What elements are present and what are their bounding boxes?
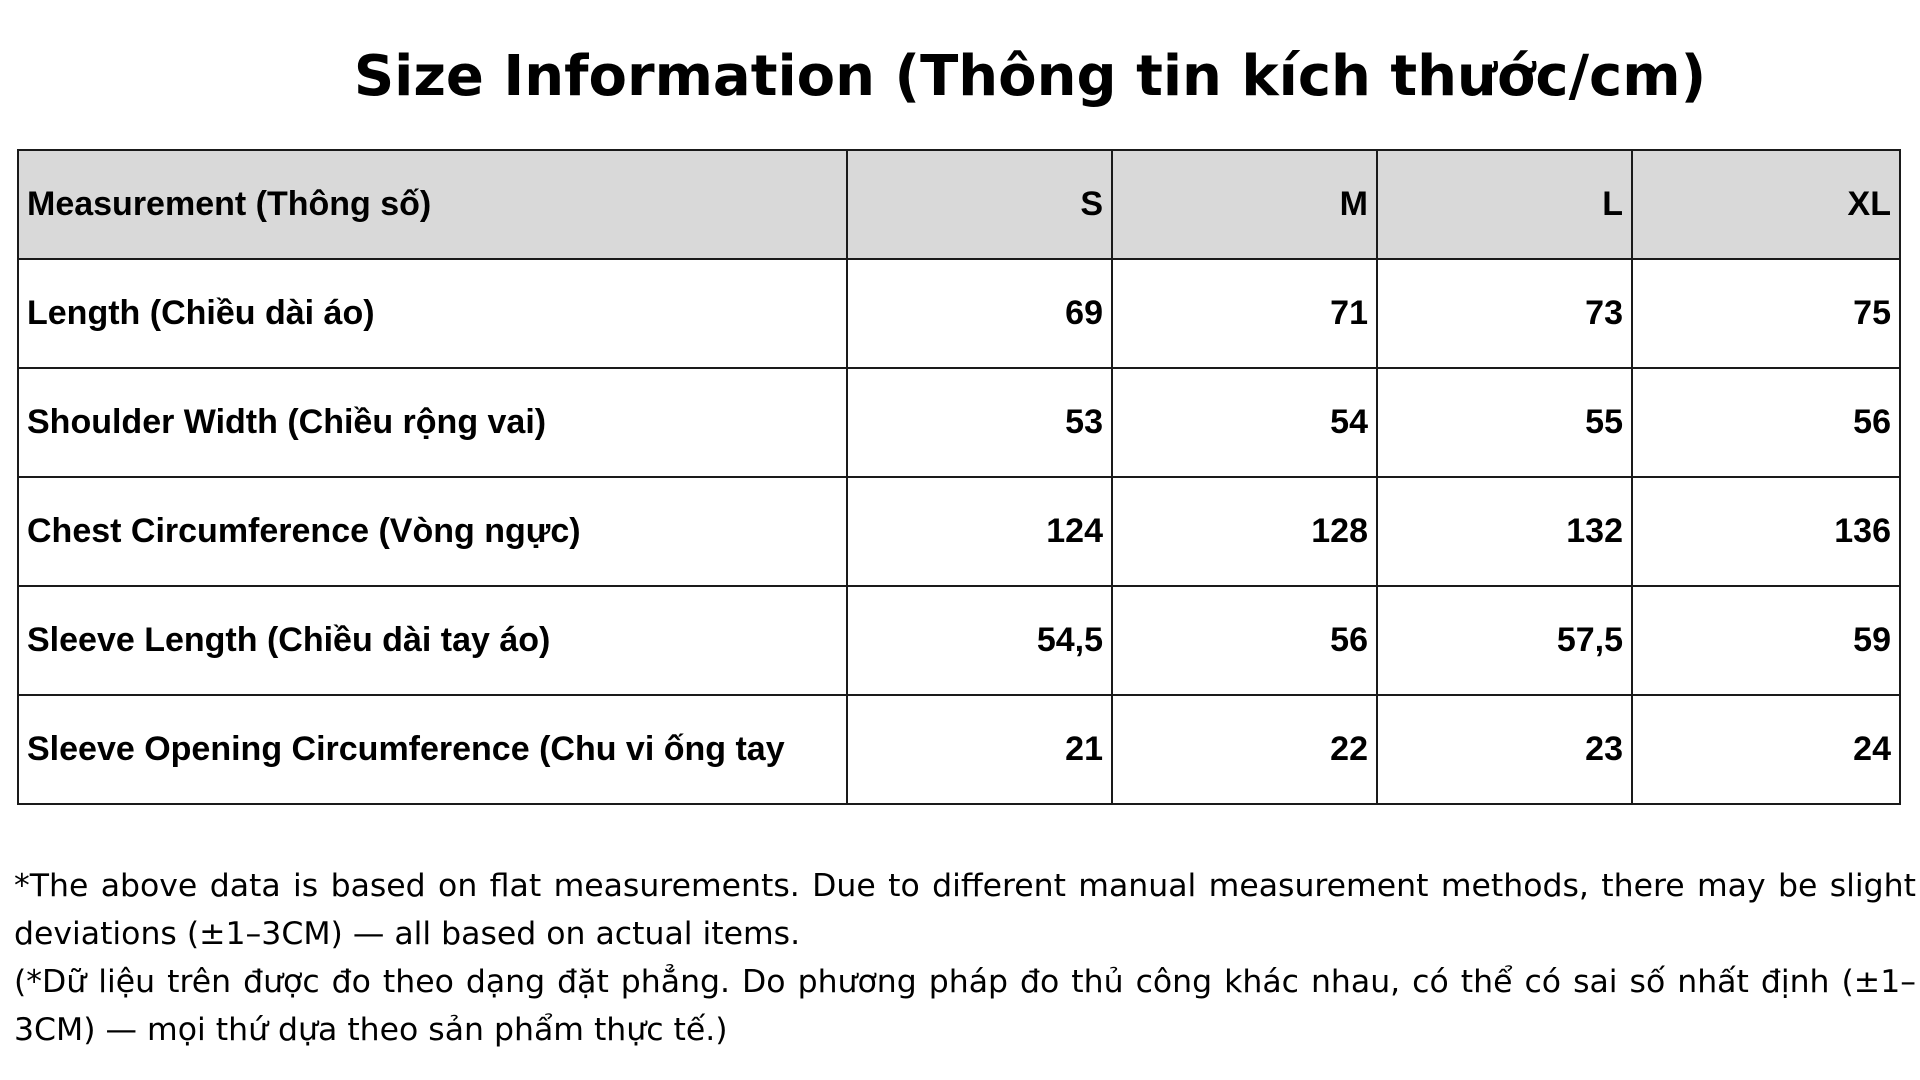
cell-value: 54 bbox=[1112, 368, 1377, 477]
cell-value: 124 bbox=[847, 477, 1112, 586]
table-row bbox=[18, 368, 1900, 477]
cell-value: 128 bbox=[1112, 477, 1377, 586]
table-row bbox=[18, 695, 1900, 804]
table-row bbox=[18, 259, 1900, 368]
cell-value: 56 bbox=[1632, 368, 1900, 477]
cell-value: 23 bbox=[1377, 695, 1632, 804]
table-row bbox=[18, 586, 1900, 695]
table-row bbox=[18, 477, 1900, 586]
header-measurement-label: Measurement (Thông số) bbox=[18, 150, 847, 259]
cell-value: 73 bbox=[1377, 259, 1632, 368]
row-label: Sleeve Length (Chiều dài tay áo) bbox=[18, 586, 847, 695]
cell-value: 21 bbox=[847, 695, 1112, 804]
cell-value: 75 bbox=[1632, 259, 1900, 368]
cell-value: 132 bbox=[1377, 477, 1632, 586]
cell-value: 57,5 bbox=[1377, 586, 1632, 695]
cell-value: 136 bbox=[1632, 477, 1900, 586]
note-vietnamese: (*Dữ liệu trên được đo theo dạng đặt phẳng. Do phương pháp đo thủ công khác nhau, có thể có sai số nhất định (±1–3CM) — mọi thứ dựa theo sản phẩm thực tế.) bbox=[14, 964, 1916, 1048]
header-size-xl: XL bbox=[1632, 150, 1900, 259]
note-english: *The above data is based on flat measurements. Due to different manual measurement methods, there may be slight deviations (±1–3CM) — all based on actual items. bbox=[14, 868, 1916, 952]
size-table bbox=[17, 149, 1901, 805]
row-label: Sleeve Opening Circumference (Chu vi ống tay bbox=[18, 695, 847, 804]
measurement-note bbox=[14, 862, 1916, 1054]
cell-value: 54,5 bbox=[847, 586, 1112, 695]
row-label: Length (Chiều dài áo) bbox=[18, 259, 847, 368]
header-size-l: L bbox=[1377, 150, 1632, 259]
cell-value: 53 bbox=[847, 368, 1112, 477]
cell-value: 24 bbox=[1632, 695, 1900, 804]
header-size-s: S bbox=[847, 150, 1112, 259]
cell-value: 22 bbox=[1112, 695, 1377, 804]
page-title: Size Information (Thông tin kích thước/cm) bbox=[353, 44, 1707, 109]
cell-value: 59 bbox=[1632, 586, 1900, 695]
cell-value: 56 bbox=[1112, 586, 1377, 695]
row-label: Shoulder Width (Chiều rộng vai) bbox=[18, 368, 847, 477]
cell-value: 71 bbox=[1112, 259, 1377, 368]
row-label: Chest Circumference (Vòng ngực) bbox=[18, 477, 847, 586]
table-header-row bbox=[18, 150, 1900, 259]
cell-value: 55 bbox=[1377, 368, 1632, 477]
cell-value: 69 bbox=[847, 259, 1112, 368]
header-size-m: M bbox=[1112, 150, 1377, 259]
